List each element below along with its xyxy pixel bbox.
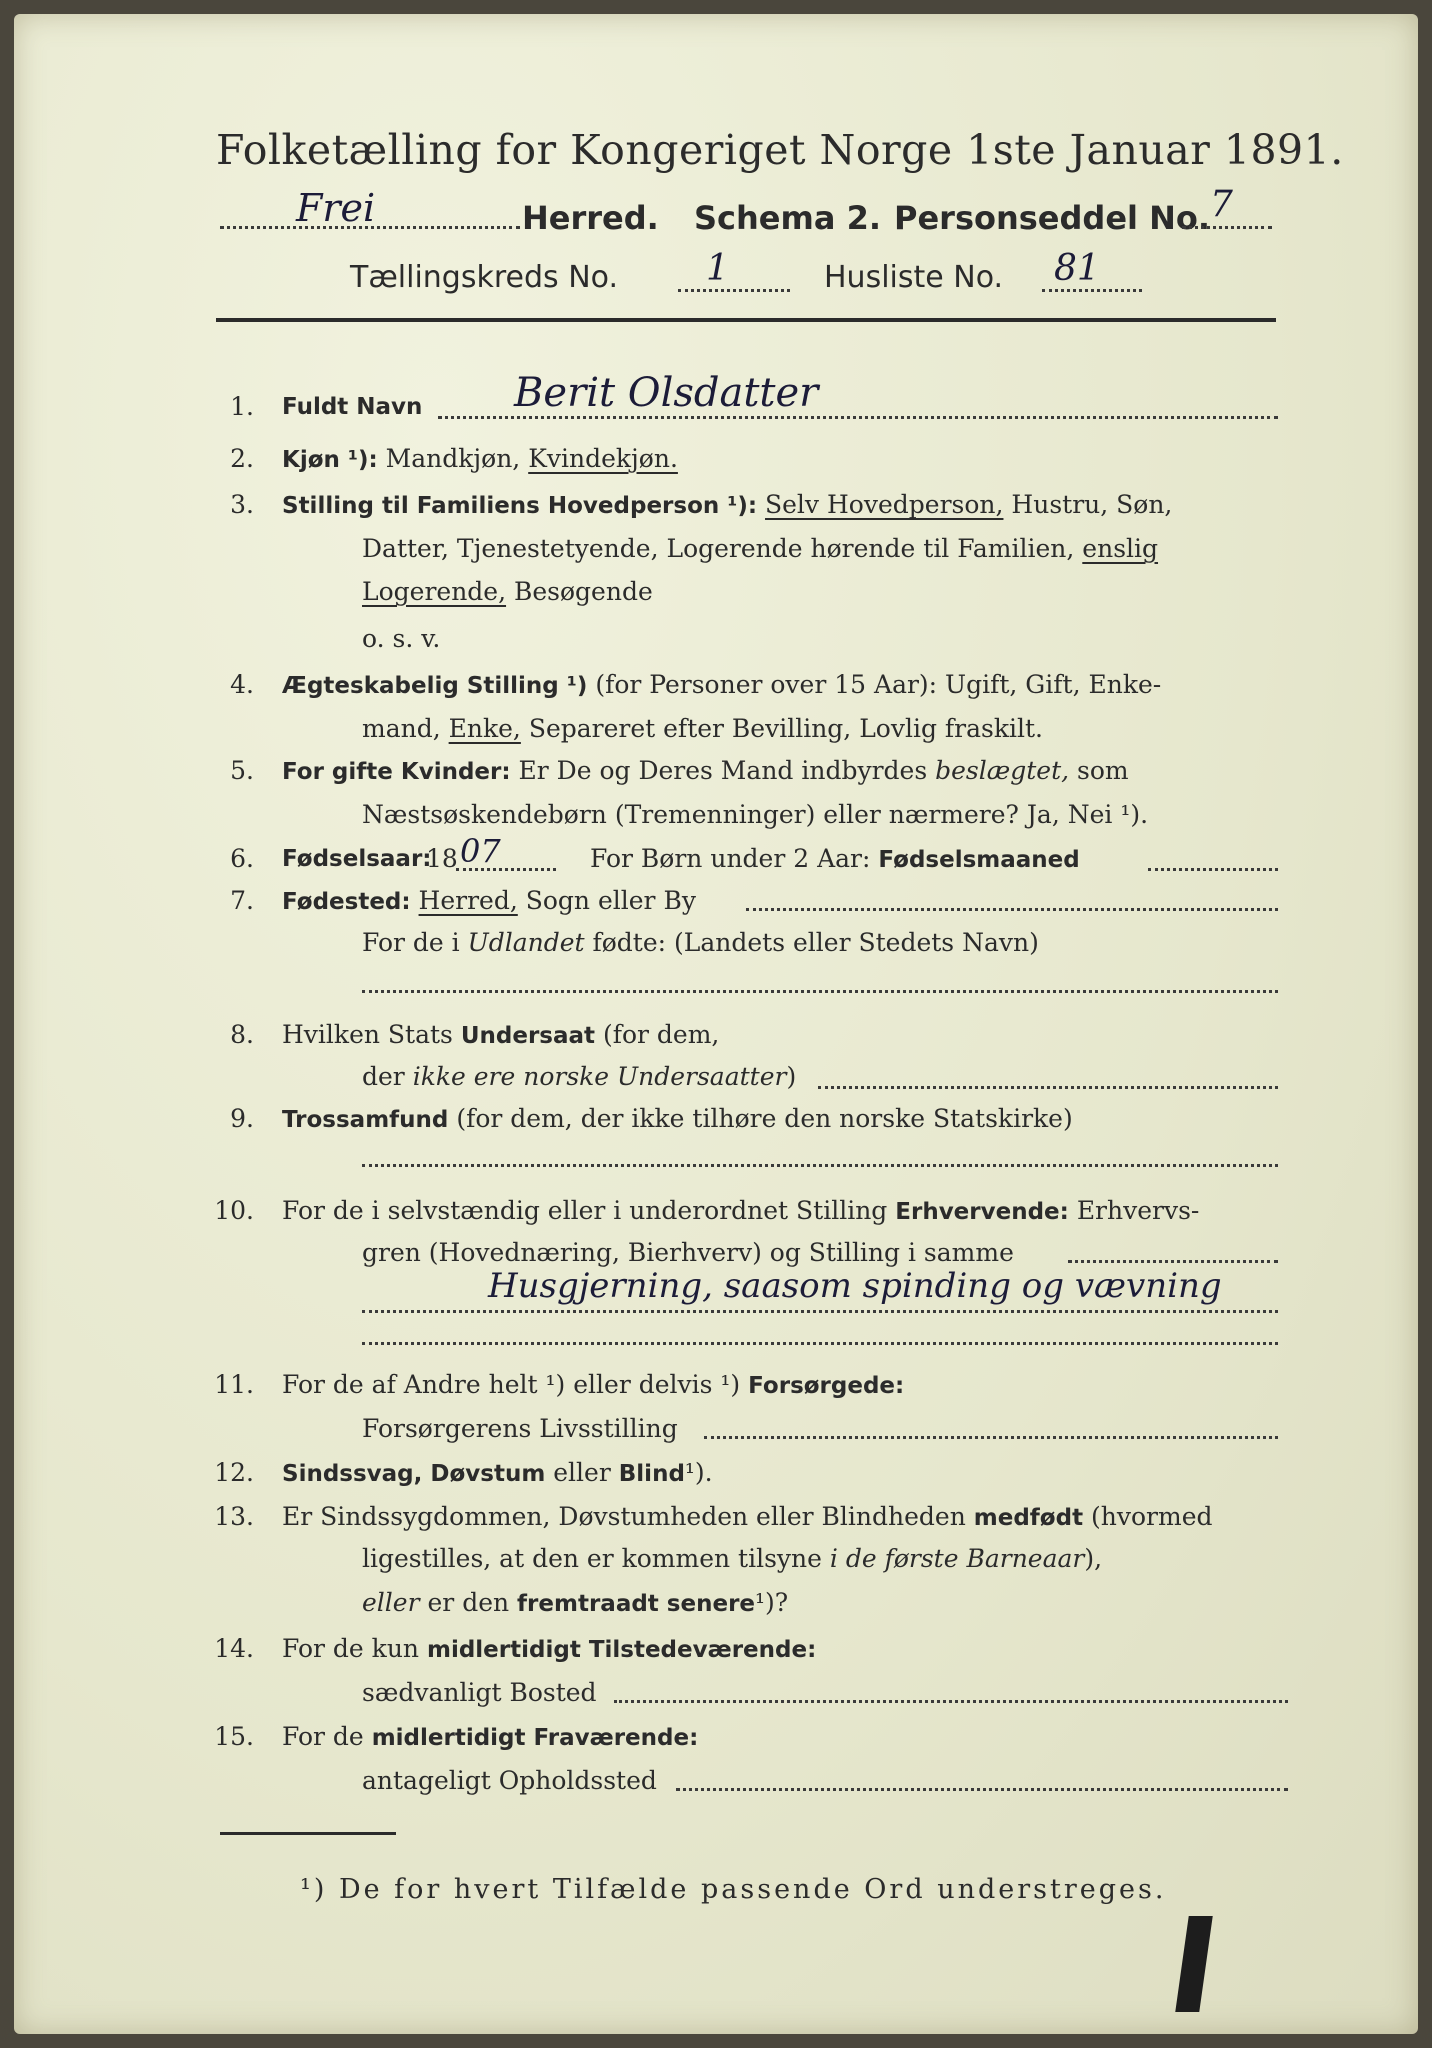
q7-line1: Fødested: Herred, Sogn eller By: [282, 886, 696, 915]
q11-line2: Forsørgerens Livsstilling: [362, 1414, 678, 1443]
q1-number: 1.: [230, 392, 254, 421]
q10-answer-line-2: [362, 1342, 1278, 1345]
q7-label: Fødested:: [282, 889, 411, 915]
herred-label: Herred.: [522, 199, 659, 237]
q13-line3: eller er den fremtraadt senere¹)?: [362, 1588, 789, 1617]
q6-sub: For Børn under 2 Aar: Fødselsmaaned: [590, 844, 1080, 873]
q5-line2: Næstsøskendebørn (Tremenninger) eller nærmere? Ja, Nei ¹).: [362, 800, 1149, 829]
q12-number: 12.: [214, 1458, 254, 1487]
q14-number: 14.: [214, 1634, 254, 1663]
q14-answer-line: [614, 1700, 1288, 1703]
q13-number: 13.: [214, 1502, 254, 1531]
kreds-number: 1: [706, 248, 729, 289]
ink-mark: [1175, 1916, 1212, 2012]
q15-line2: antageligt Opholdssted: [362, 1766, 657, 1795]
q8-number: 8.: [230, 1020, 254, 1049]
q6-number: 6.: [230, 844, 254, 873]
personseddel-number: 7: [1210, 184, 1233, 225]
q6-year-value: 07: [460, 832, 501, 870]
q3-opt-logerende: Logerende,: [362, 577, 507, 606]
q1-name-value: Berit Olsdatter: [514, 370, 819, 416]
q6-month-line: [1148, 868, 1278, 871]
q10-line2: gren (Hovednæring, Bierhverv) og Stilling i samme: [362, 1238, 1014, 1267]
q1-label: Fuldt Navn: [282, 394, 423, 420]
q9-answer-line: [362, 1164, 1278, 1167]
q13-line1: Er Sindssygdommen, Døvstumheden eller Blindheden medfødt (hvormed: [282, 1502, 1213, 1531]
q8-line1: Hvilken Stats Undersaat (for dem,: [282, 1020, 720, 1049]
q3-number: 3.: [230, 490, 254, 519]
q1-line: [438, 416, 1278, 419]
q6-label: Fødselsaar:: [282, 846, 432, 872]
husliste-line: [1042, 289, 1142, 292]
q5-label: For gifte Kvinder:: [282, 759, 511, 785]
q8-answer-line: [818, 1086, 1278, 1089]
q7-opt-herred: Herred,: [418, 886, 518, 915]
herred-name: Frei: [296, 186, 376, 230]
q13-line2: ligestilles, at den er kommen tilsyne i de første Barneaar),: [362, 1544, 1103, 1573]
census-form-sheet: [14, 14, 1418, 2034]
q2-label: Kjøn ¹):: [282, 447, 378, 473]
q15-number: 15.: [214, 1722, 254, 1751]
q2-line: [282, 444, 678, 473]
q14-line2: sædvanligt Bosted: [362, 1678, 597, 1707]
q6-year-prefix: 18: [426, 844, 458, 873]
q3-line4: o. s. v.: [362, 624, 441, 653]
q9-label: Trossamfund: [282, 1107, 449, 1133]
husliste-number: 81: [1054, 248, 1100, 289]
q9-line1: Trossamfund (for dem, der ikke tilhøre den norske Statskirke): [282, 1104, 1073, 1133]
q5-number: 5.: [230, 756, 254, 785]
husliste-label: Husliste No.: [824, 260, 1004, 295]
q14-line1: For de kun midlertidigt Tilstedeværende:: [282, 1634, 817, 1663]
kreds-label: Tællingskreds No.: [350, 260, 618, 295]
q11-answer-line: [704, 1436, 1278, 1439]
q7-answer-line: [362, 990, 1278, 993]
q8-line2: der ikke ere norske Undersaatter): [362, 1062, 797, 1091]
kreds-line: [678, 289, 790, 292]
q7-number: 7.: [230, 886, 254, 915]
q2-opt-mandkjon: Mandkjøn,: [385, 444, 521, 473]
q10-answer-line: [362, 1310, 1278, 1313]
footnote: ¹) De for hvert Tilfælde passende Ord understreges.: [300, 1874, 1167, 1905]
personseddel-line: [1182, 226, 1272, 229]
schema-label: Schema 2.: [694, 199, 881, 237]
form-title: Folketælling for Kongeriget Norge 1ste Januar 1891.: [216, 126, 1344, 174]
q3-opt-selv-hovedperson: Selv Hovedperson,: [765, 490, 1004, 519]
q4-opt-enke: Enke,: [448, 714, 521, 743]
q2-number: 2.: [230, 444, 254, 473]
q4-line1: Ægteskabelig Stilling ¹) (for Personer over 15 Aar): Ugift, Gift, Enke-: [282, 670, 1162, 699]
q3-line2: Datter, Tjenestetyende, Logerende hørende til Familien, enslig: [362, 534, 1159, 563]
q12-line1: Sindssvag, Døvstum eller Blind¹).: [282, 1458, 713, 1487]
q4-number: 4.: [230, 670, 254, 699]
q7-line1-dots: [746, 908, 1278, 911]
q4-label: Ægteskabelig Stilling ¹): [282, 673, 588, 699]
q3-opt-hustru: Hustru, Søn,: [1011, 490, 1173, 519]
q10-number: 10.: [214, 1196, 254, 1225]
q9-number: 9.: [230, 1104, 254, 1133]
q10-occupation-value: Husgjerning, saasom spinding og vævning: [488, 1266, 1222, 1306]
q15-answer-line: [676, 1788, 1288, 1791]
q11-line1: For de af Andre helt ¹) eller delvis ¹) Forsørgede:: [282, 1370, 905, 1399]
q7-line2: For de i Udlandet fødte: (Landets eller Stedets Navn): [362, 928, 1039, 957]
q3-line3: Logerende, Besøgende: [362, 577, 653, 606]
q3-opt-enslig: enslig: [1082, 534, 1159, 563]
q15-line1: For de midlertidigt Fraværende:: [282, 1722, 699, 1751]
q3-label: Stilling til Familiens Hovedperson ¹):: [282, 493, 758, 519]
q3-line1: [282, 490, 1172, 519]
q10-line2-dots: [1068, 1260, 1278, 1263]
q5-line1: For gifte Kvinder: Er De og Deres Mand indbyrdes beslægtet, som: [282, 756, 1129, 785]
header-rule: [216, 318, 1276, 322]
q2-opt-kvindekjon: Kvindekjøn.: [528, 444, 678, 473]
personseddel-label: Personseddel No.: [894, 199, 1211, 237]
q4-line2: mand, Enke, Separeret efter Bevilling, Lovlig fraskilt.: [362, 714, 1043, 743]
q11-number: 11.: [214, 1370, 254, 1399]
footnote-rule: [220, 1832, 396, 1835]
q10-line1: For de i selvstændig eller i underordnet Stilling Erhvervende: Erhvervs-: [282, 1196, 1200, 1225]
